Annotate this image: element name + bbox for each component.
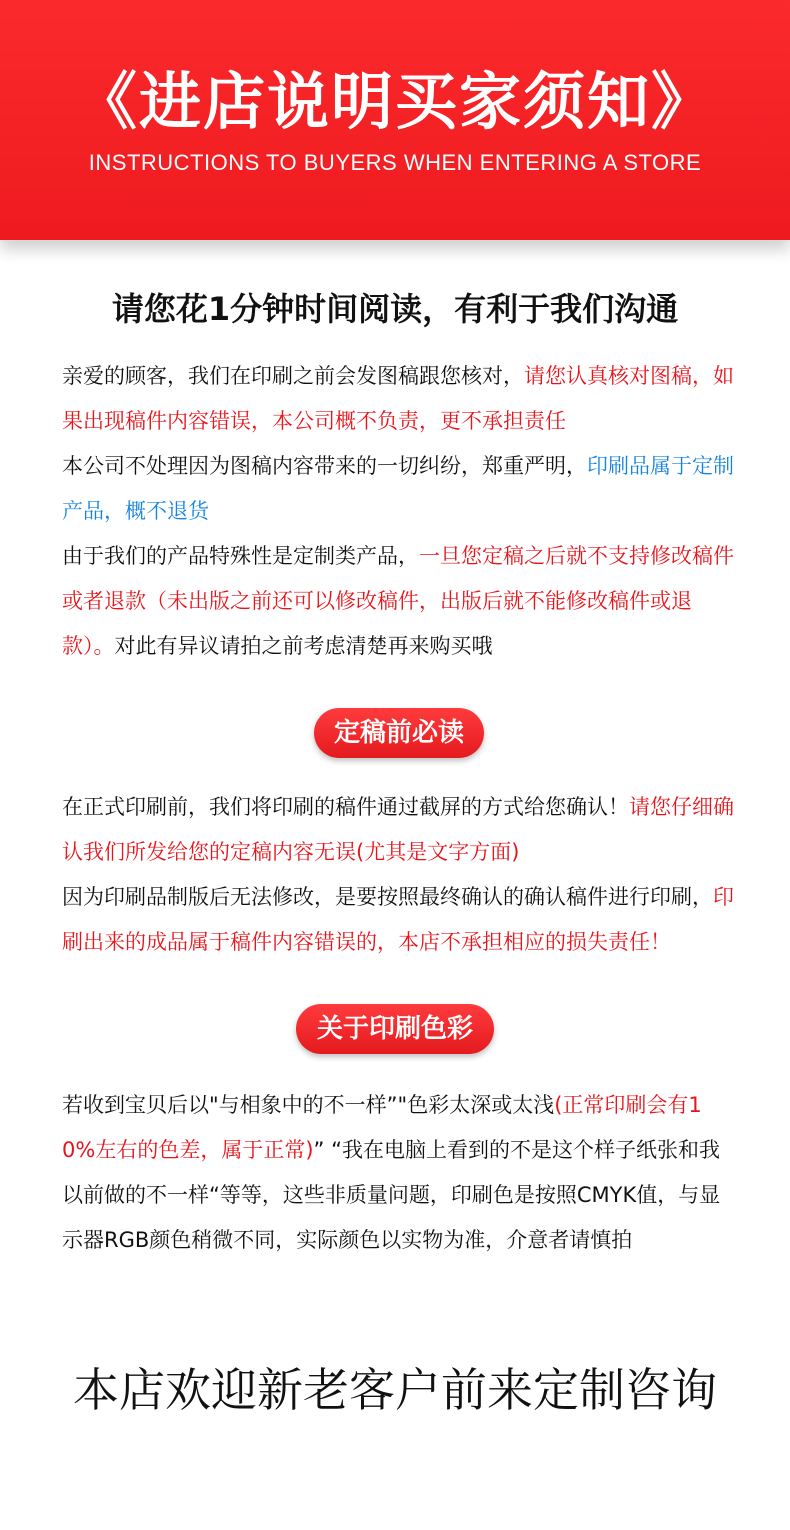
section2-paragraph — [62, 1083, 734, 1263]
section1-paragraph — [62, 785, 734, 965]
page-subtitle: INSTRUCTIONS TO BUYERS WHEN ENTERING A STORE — [88, 150, 702, 175]
intro-warning-3: 一旦您定稿之后就不支持修改稿件或者退款（未出版之前还可以修改稿件，出版后就不能修改稿件或退款）。 — [62, 544, 734, 658]
intro-text-1: 亲爱的顾客，我们在印刷之前会发图稿跟您核对， — [62, 364, 524, 388]
section1-text-1: 在正式印刷前，我们将印刷的稿件通过截屏的方式给您确认！ — [62, 795, 629, 819]
section-pill-before-final: 定稿前必读 — [314, 708, 484, 758]
section1-text-2: 因为印刷品制版后无法修改，是要按照最终确认的确认稿件进行印刷， — [62, 885, 713, 909]
section1-warning-2: 印刷出来的成品属于稿件内容错误的，本店不承担相应的损失责任！ — [62, 885, 734, 954]
intro-notice-2: 印刷品属于定制产品，概不退货 — [62, 454, 734, 523]
section2-tail-1: ” “我在电脑上看到的不是这个样子纸张和我以前做的不一样“等等，这些非质量问题，印刷色是按照CMYK值，与显示器RGB颜色稍微不同，实际颜色以实物为准，介意者请慎拍 — [62, 1138, 721, 1252]
intro-paragraph — [62, 354, 734, 669]
headline: 请您花1分钟时间阅读，有利于我们沟通 — [111, 290, 679, 328]
footer-welcome: 本店欢迎新老客户前来定制咨询 — [73, 1363, 717, 1417]
section-pill-print-color: 关于印刷色彩 — [296, 1004, 494, 1054]
intro-tail-3: 对此有异议请拍之前考虑清楚再来购买哦 — [114, 634, 493, 658]
section1-warning-1: 请您仔细确认我们所发给您的定稿内容无误(尤其是文字方面) — [62, 795, 734, 864]
section2-warning-1: (正常印刷会有10%左右的色差，属于正常) — [62, 1093, 702, 1162]
header-banner — [0, 0, 790, 240]
section2-text-1: 若收到宝贝后以"与相象中的不一样”"色彩太深或太浅 — [62, 1093, 555, 1117]
intro-text-3: 由于我们的产品特殊性是定制类产品， — [62, 544, 419, 568]
page-title: 《进店说明买家须知》 — [74, 65, 715, 138]
intro-text-2: 本公司不处理因为图稿内容带来的一切纠纷，郑重严明， — [62, 454, 587, 478]
intro-warning-1: 请您认真核对图稿，如果出现稿件内容错误，本公司概不负责，更不承担责任 — [62, 364, 734, 433]
